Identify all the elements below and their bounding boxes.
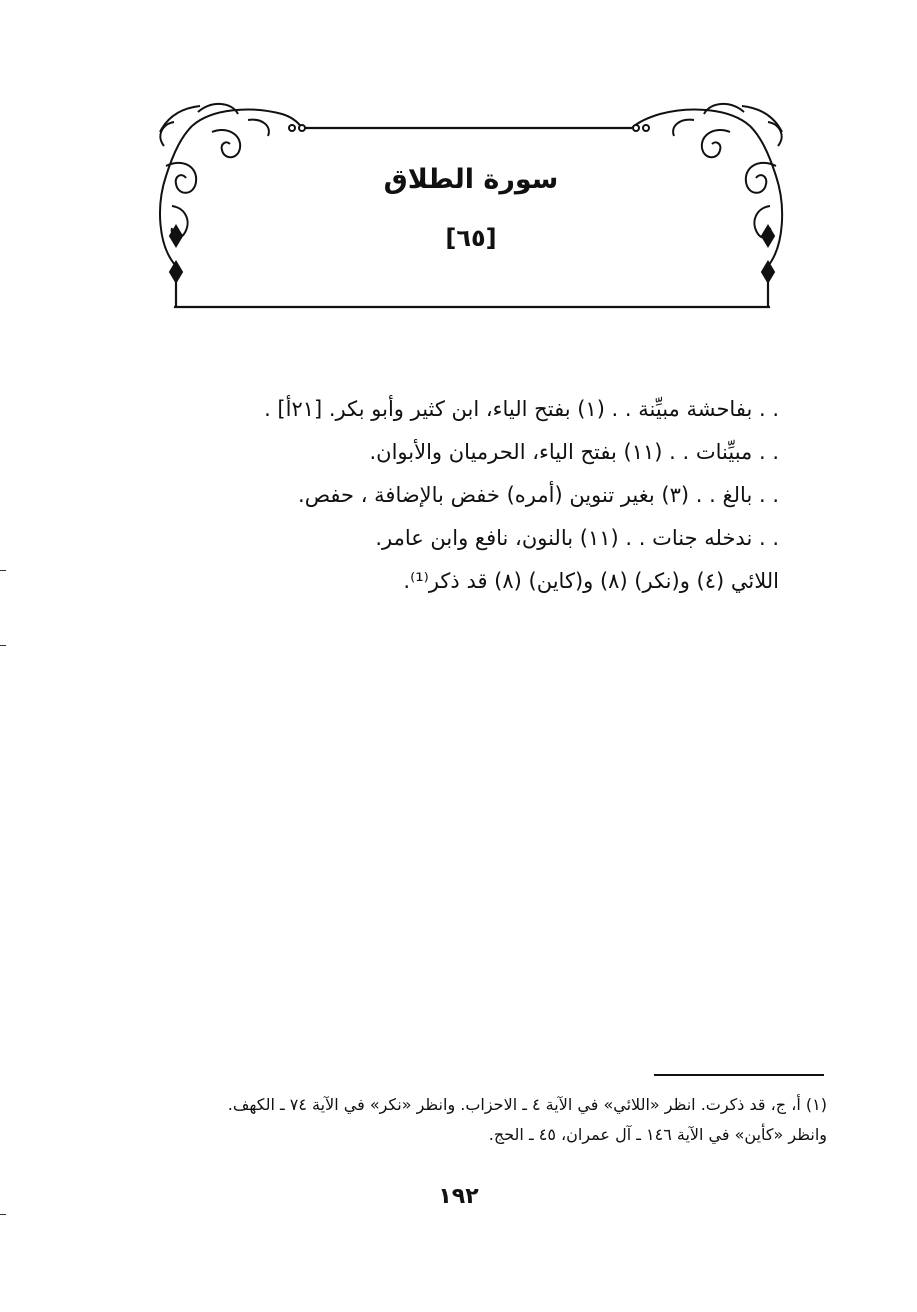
body-line: . . مبيِّنات . . (١١) بفتح الياء، الحرميان والأبوان. bbox=[369, 440, 779, 464]
body-line: اللائي (٤) و(نكر) (٨) و(كاين) (٨) قد ذكر⁽¹⁾. bbox=[403, 569, 779, 593]
footnote-separator bbox=[654, 1074, 824, 1076]
footnotes bbox=[137, 1090, 827, 1150]
body-line: . . بفاحشة مبيِّنة . . (١) بفتح الياء، ابن كثير وأبو بكر. [٢١أ] . bbox=[264, 397, 779, 421]
page-number: ١٩٢ bbox=[438, 1184, 479, 1209]
body-line: . . بالغ . . (٣) بغير تنوين (أمره) خفض بالإضافة ، حفص. bbox=[298, 483, 779, 507]
scan-edge-mark bbox=[0, 570, 6, 571]
scan-edge-mark bbox=[0, 1214, 6, 1215]
scan-edge-mark bbox=[0, 645, 6, 646]
body-line: . . ندخله جنات . . (١١) بالنون، نافع وابن عامر. bbox=[375, 526, 779, 550]
footnote-line: (١) أ، ج، قد ذكرت. انظر «اللائي» في الآية ٤ ـ الاحزاب. وانظر «نكر» في الآية ٧٤ ـ الكهف. bbox=[227, 1095, 827, 1114]
footnote-line: وانظر «كأين» في الآية ١٤٦ ـ آل عمران، ٤٥ ـ الحج. bbox=[488, 1125, 827, 1144]
surah-title: سورة الطلاق bbox=[383, 164, 559, 195]
title-block bbox=[175, 160, 767, 258]
body-text bbox=[219, 388, 779, 603]
surah-number: [٦٥] bbox=[445, 224, 497, 252]
